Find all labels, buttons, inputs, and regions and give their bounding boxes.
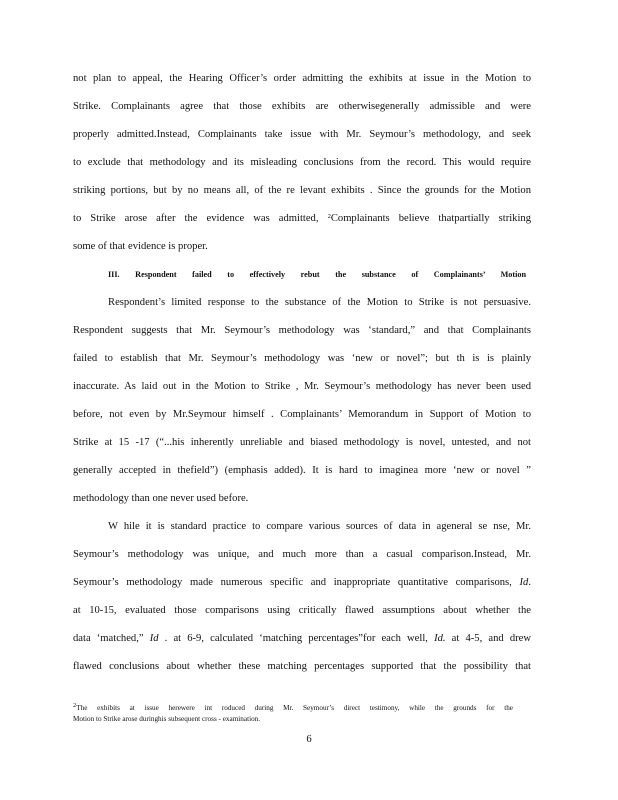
heading-word: rebut: [300, 270, 320, 279]
body-line: failed to establish that Mr. Seymour’s methodology was ‘new or novel”; but th is is plainly: [73, 353, 531, 364]
body-line: Respondent suggests that Mr. Seymour’s methodology was ‘standard,” and that Complainants: [73, 325, 531, 336]
footnote-marker: 2: [73, 702, 77, 709]
citation-id: Id: [519, 577, 529, 588]
heading-word: to effectively: [227, 270, 286, 279]
footnote-line: Motion to Strike arose duringhis subsequent cross - examination.: [73, 715, 261, 723]
body-line: Seymour’s methodology was unique, and much more than a casual comparison.Instead, Mr.: [73, 549, 531, 560]
body-line: before, not even by Mr.Seymour himself . Complainants’ Memorandum in Support of Motion to: [73, 409, 531, 420]
heading-word: of Complainants’: [411, 270, 486, 279]
body-text: to Strike arose after the evidence was admitted,: [73, 213, 328, 224]
heading-word: the: [335, 270, 347, 279]
citation-id: Id: [149, 633, 159, 644]
body-line: inaccurate. As laid out in the Motion to Strike , Mr. Seymour’s methodology has never been used: [73, 381, 531, 392]
body-line-with-cite: [73, 577, 531, 589]
footnote-reference[interactable]: 2: [327, 213, 331, 220]
body-line-with-footnote: [73, 213, 531, 225]
footnote-divider: [73, 698, 213, 699]
body-line: Respondent’s limited response to the substance of the Motion to Strike is not persuasive.: [108, 297, 531, 308]
body-line: methodology than one never used before.: [73, 493, 249, 504]
heading-word: Motion: [500, 270, 527, 279]
heading-word: failed: [192, 270, 212, 279]
body-line: generally accepted in thefield”) (emphasis added). It is hard to imaginea more ‘new or novel ”: [73, 465, 531, 476]
body-line: flawed conclusions about whether these matching percentages supported that the possibility that: [73, 661, 531, 672]
body-text: .: [528, 577, 531, 588]
body-line: striking portions, but by no means all, of the re levant exhibits . Since the grounds for the Motion: [73, 185, 531, 196]
body-line: properly admitted.Instead, Complainants take issue with Mr. Seymour’s methodology, and seek: [73, 129, 531, 140]
heading-word: Respondent: [135, 270, 177, 279]
body-line: to exclude that methodology and its misleading conclusions from the record. This would require: [73, 157, 531, 168]
heading-word: substance: [361, 270, 396, 279]
section-heading: [108, 270, 526, 280]
body-text: Complainants believe thatpartially striking: [330, 213, 532, 224]
heading-numeral: III.: [108, 270, 120, 279]
body-line: Strike. Complainants agree that those exhibits are otherwisegenerally admissible and were: [73, 101, 531, 112]
body-line: some of that evidence is proper.: [73, 241, 208, 252]
body-text: at 4-5, and drew: [445, 633, 531, 644]
footnote-text: The exhibits at issue herewere int roduced during Mr. Seymour’s direct testimony, while the grounds for the: [76, 704, 513, 712]
citation-id: Id.: [434, 633, 446, 644]
body-line: Strike at 15 -17 (“...his inherently unreliable and biased methodology is novel, untested, and not: [73, 437, 531, 448]
body-line: at 10-15, evaluated those comparisons using critically flawed assumptions about whether the: [73, 605, 531, 616]
body-line-with-cite: [73, 633, 531, 645]
body-text: Seymour’s methodology made numerous specific and inappropriate quantitative comparisons,: [73, 577, 512, 588]
body-line: W hile it is standard practice to compare various sources of data in ageneral se nse, Mr.: [108, 521, 531, 532]
body-text: . at 6-9, calculated ‘matching percentages”for each well,: [158, 633, 428, 644]
page-number: 6: [306, 734, 312, 745]
body-line: not plan to appeal, the Hearing Officer’s order admitting the exhibits at issue in the Motion to: [73, 73, 531, 84]
footnote-line: [73, 704, 513, 713]
body-text: data ‘matched,”: [73, 633, 150, 644]
